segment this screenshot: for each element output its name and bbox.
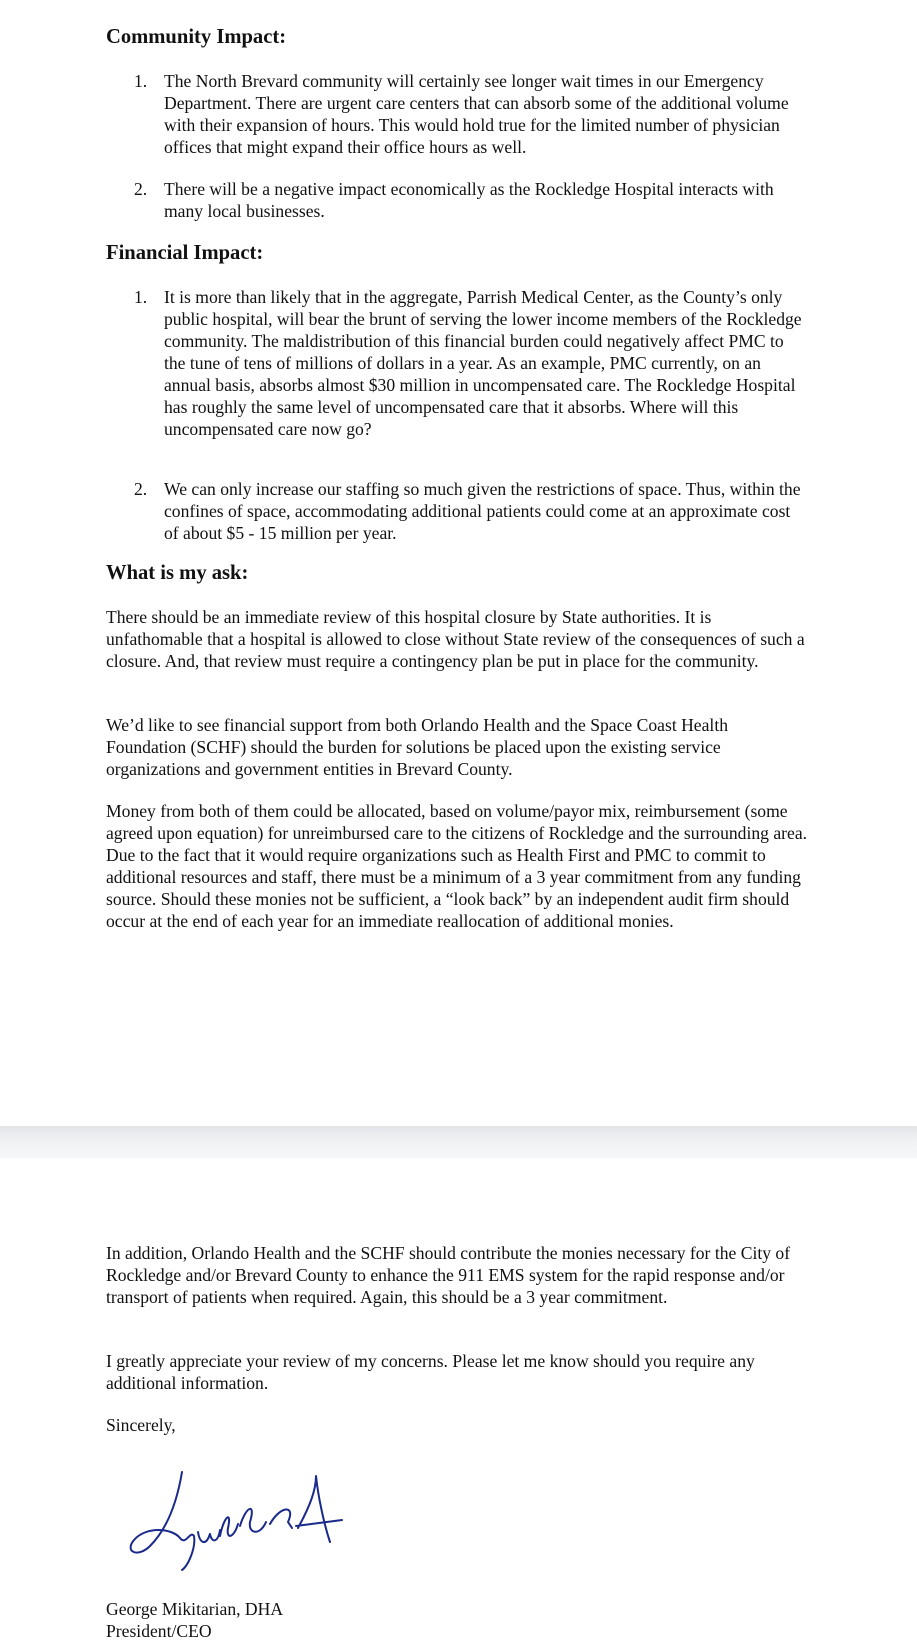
list-item-text: We can only increase our staffing so much given the restrictions of space. Thus, within the confines of space, accommodating additional patients could come at an approximate cost of about $5 - 15 million per year. [164, 479, 801, 543]
community-impact-list-2 [106, 178, 806, 222]
list-item-text: There will be a negative impact economically as the Rockledge Hospital interacts with many local businesses. [164, 179, 774, 221]
signer-name: George Mikitarian, DHA [106, 1599, 284, 1619]
ask-paragraph-3: Money from both of them could be allocated, based on volume/payor mix, reimbursement (some agreed upon equation) for unreimbursed care to the citizens of Rockledge and the surrounding area. Due to the fact that it would require organizations such as Health First and PMC to commit to additional resources and staff, there must be a minimum of a 3 year commitment from any funding source. Should these monies not be sufficient, a “look back” by an independent audit firm should occur at the end of each year for an immediate reallocation of additional monies. [106, 801, 808, 931]
list-number: 2. [134, 479, 148, 499]
community-impact-list [106, 70, 806, 158]
list-number: 2. [134, 179, 148, 199]
financial-impact-list-2 [106, 478, 806, 544]
ask-paragraph-1: There should be an immediate review of this hospital closure by State authorities. It is unfathomable that a hospital is allowed to close without State review of the consequences of such a closure. And, that review must require a contingency plan be put in place for the community. [106, 607, 805, 671]
page2-paragraph-2: I greatly appreciate your review of my concerns. Please let me know should you require any additional information. [106, 1351, 755, 1393]
list-number: 1. [134, 71, 148, 91]
list-item-text: The North Brevard community will certainly see longer wait times in our Emergency Department. There are urgent care centers that can absorb some of the additional volume with their expansion of hours. This would hold true for the limited number of physician offices that might expand their office hours as well. [164, 71, 789, 157]
financial-impact-heading: Financial Impact: [106, 242, 264, 264]
signer-title: President/CEO [106, 1621, 212, 1641]
page-divider [0, 1126, 917, 1158]
list-item [106, 286, 806, 440]
list-item [106, 70, 806, 158]
financial-impact-list [106, 286, 806, 440]
ask-heading: What is my ask: [106, 562, 249, 584]
list-item [106, 478, 806, 544]
list-item [106, 178, 806, 222]
page2-paragraph-1: In addition, Orlando Health and the SCHF should contribute the monies necessary for the City of Rockledge and/or Brevard County to enhance the 911 EMS system for the rapid response and/or transport of patients when required. Again, this should be a 3 year commitment. [106, 1243, 791, 1307]
list-item-text: It is more than likely that in the aggregate, Parrish Medical Center, as the County’s only public hospital, will bear the brunt of serving the lower income members of the Rockledge community. The maldistribution of this financial burden could negatively affect PMC to the tune of tens of millions of dollars in a year. As an example, PMC currently, on an annual basis, absorbs almost $30 million in uncompensated care. The Rockledge Hospital has roughly the same level of uncompensated care that it absorbs. Where will this uncompensated care now go? [164, 287, 802, 439]
community-impact-heading: Community Impact: [106, 26, 287, 48]
ask-paragraph-2: We’d like to see financial support from both Orlando Health and the Space Coast Health Foundation (SCHF) should the burden for solutions be placed upon the existing service organizations and government entities in Brevard County. [106, 715, 729, 779]
handwritten-signature [120, 1466, 350, 1576]
list-number: 1. [134, 287, 148, 307]
closing-salutation: Sincerely, [106, 1415, 176, 1435]
